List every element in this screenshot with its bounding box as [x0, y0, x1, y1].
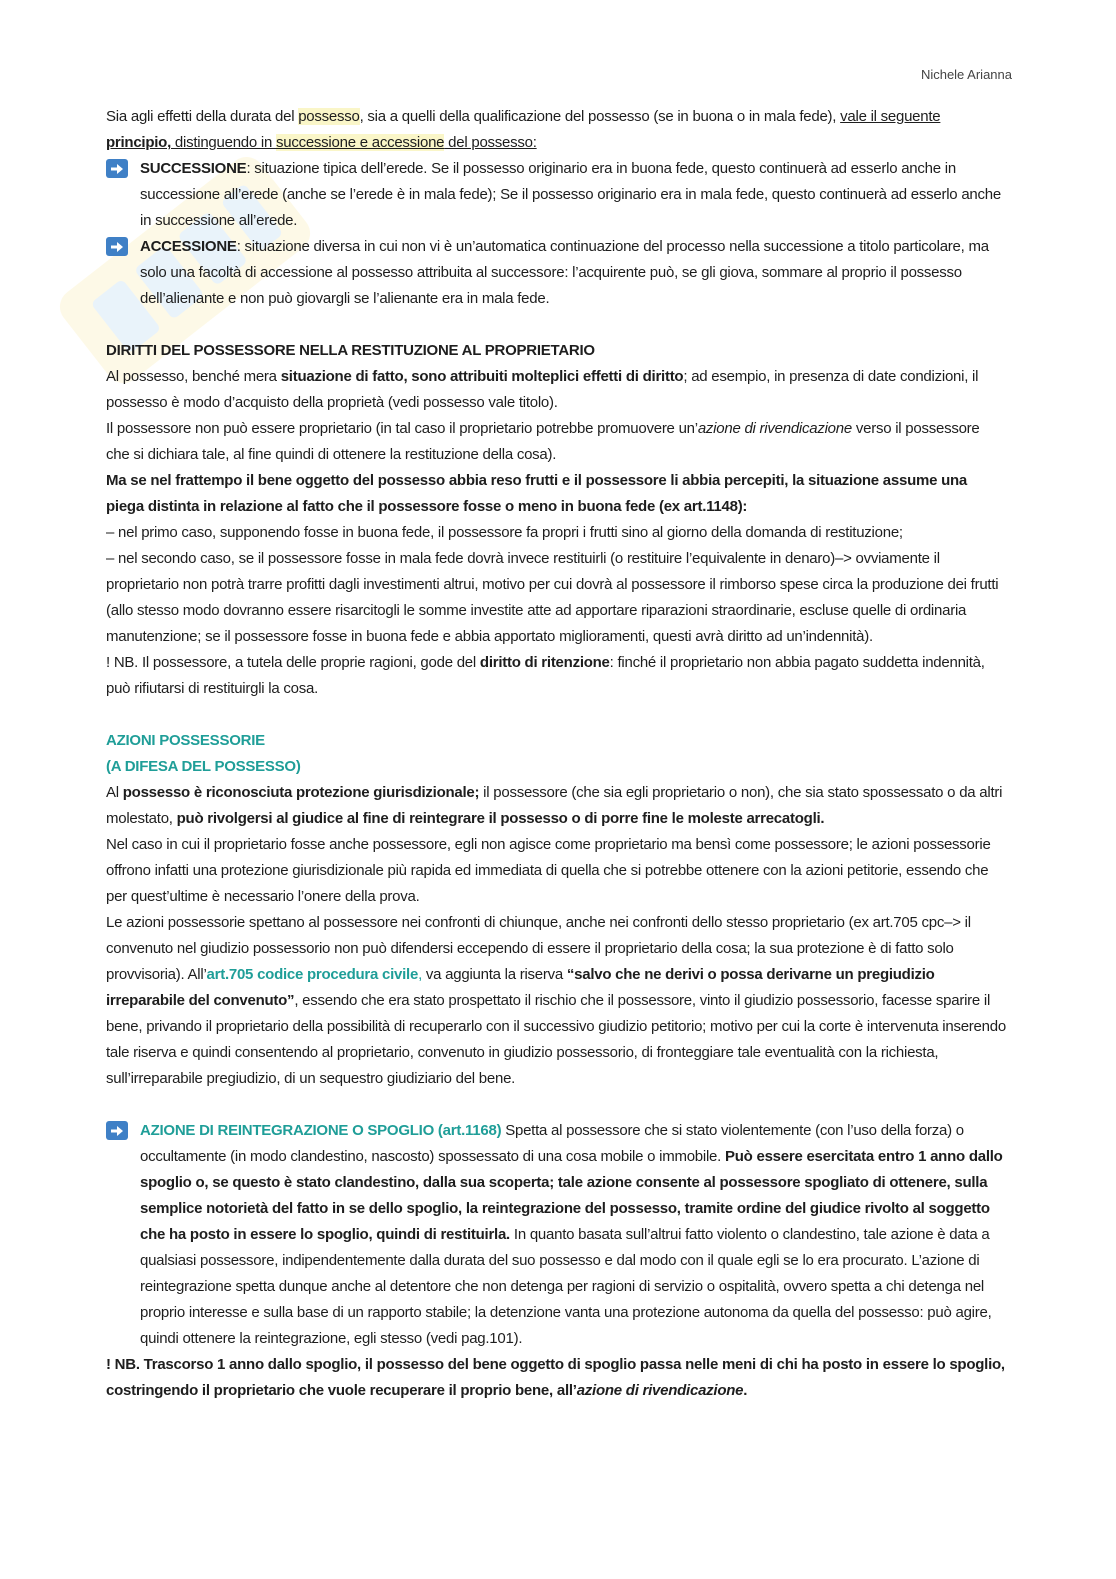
paragraph: Al possesso è riconosciuta protezione giurisdizionale; il possessore (che sia egli proprietario o non), che sia stato spossessato o da altri molestato, può rivolgersi al giudice al fine di reintegrare il possesso o di porre fine le moleste arrecatogli. [106, 784, 1003, 827]
bold-paragraph: Ma se nel frattempo il bene oggetto del possesso abbia reso frutti e il possessore li abbia percepiti, la situazione assume una piega distinta in relazione al fatto che il possessore fosse o meno in buona fede (ex art.1148): [106, 472, 967, 515]
list-item-reintegrazione: AZIONE DI REINTEGRAZIONE O SPOGLIO (art.1168) Spetta al possessore che si stato violentemente (con l’uso della forza) o occultamente (in modo clandestino, nascosto) spossessato di una cosa mobile o immobile. Può essere esercitata entro 1 anno dallo spoglio o, se questo è stato clandestino, dalla sua scoperta; tale azione consente al possessore spogliato di ottenere, sulla semplice notorietà del fatto in se dello spoglio, la reintegrazione del possesso, tramite ordine del giudice rivolto al soggetto che ha posto in essere lo spoglio, quindi di restituirla. In quanto basata sull’altrui fatto violento o clandestino, tale azione è data a qualsiasi possessore, indipendentemente dalla durata del suo possesso e dal modo con il quale egli se lo era procurato. L’azione di reintegrazione spetta dunque anche al detentore che non detenga per ragioni di servizio o ospitalità, ovvero spetta a chi detenga nel proprio interesse e sulla base di un rapporto stabile; la detenzione vanta una protezione autonoma da quella del possesso: può agire, quindi ottenere la reintegrazione, egli stesso (vedi pag.101). [106, 1118, 1006, 1352]
section-subheading-azioni: (A DIFESA DEL POSSESSO) [106, 758, 301, 775]
paragraph: – nel secondo caso, se il possessore fosse in mala fede dovrà invece restituirli (o restituire l’equivalente in denaro)–> ovviamente il proprietario non potrà trarre profitti dagli investimenti altrui, motivo per cui dovrà al possessore il rimborso spese circa la produzione dei frutti (allo stesso modo dovranno essere risarcitogli le somme investite atte ad apportare riparazioni straordinarie, escluse quelle di ordinaria manutenzione; se il possessore fosse in buona fede e abbia apportato miglioramenti, questi avrà diritto ad un’indennità). [106, 550, 999, 645]
paragraph: Al possesso, benché mera situazione di fatto, sono attribuiti molteplici effetti di diritto; ad esempio, in presenza di date condizioni, il possesso è modo d’acquisto della proprietà (vedi possesso vale titolo). [106, 368, 979, 411]
nb-final-paragraph: ! NB. Trascorso 1 anno dallo spoglio, il possesso del bene oggetto di spoglio passa nelle meni di chi ha posto in essere lo spoglio, costringendo il proprietario che vuole recuperare il proprio bene, all’azione di rivendicazione. [106, 1356, 1005, 1399]
document-body [106, 104, 1006, 1404]
section-heading-diritti: DIRITTI DEL POSSESSORE NELLA RESTITUZIONE AL PROPRIETARIO [106, 342, 595, 359]
right-arrow-icon [106, 237, 128, 256]
paragraph: Le azioni possessorie spettano al possessore nei confronti di chiunque, anche nei confronti dello stesso proprietario (ex art.705 cpc–> il convenuto nel giudizio possessorio non può difendersi eccependo di essere il proprietario della cosa; la sua protezione è di fatto solo provvisoria). All’art.705 codice procedura civile, va aggiunta la riserva “salvo che ne derivi o possa derivarne un pregiudizio irreparabile del convenuto”, essendo che era stato prospettato il rischio che il possessore, vinto il giudizio possessorio, facesse sparire il bene, privando il proprietario della possibilità di recuperarlo con il successivo giudizio petitorio; motivo per cui la corte è intervenuta inserendo tale riserva e quindi consentendo al proprietario, convenuto in giudizio possessorio, di fronteggiare tale eventualità con la richiesta, sull’irreparabile pregiudizio, di un sequestro giudiziario del bene. [106, 914, 1006, 1087]
author-name: Nichele Arianna [920, 67, 1012, 82]
paragraph: Il possessore non può essere proprietario (in tal caso il proprietario potrebbe promuovere un’azione di rivendicazione verso il possessore che si dichiara tale, al fine quindi di ottenere la restituzione della cosa). [106, 420, 980, 463]
list-item-accessione: ACCESSIONE: situazione diversa in cui non vi è un’automatica continuazione del processo nella successione a titolo particolare, ma solo una facoltà di accessione al possesso attribuita al successore: l’acquirente può, se gli giova, sommare al proprio il possesso dell’alienante e non può giovargli se l’alienante era in mala fede. [106, 234, 1006, 312]
intro-paragraph: Sia agli effetti della durata del possesso, sia a quelli della qualificazione del possesso (se in buona o in mala fede), vale il seguente principio, distinguendo in successione e accessione del possesso: [106, 108, 941, 151]
paragraph: – nel primo caso, supponendo fosse in buona fede, il possessore fa propri i frutti sino al giorno della domanda di restituzione; [106, 524, 903, 541]
section-heading-azioni: AZIONI POSSESSORIE [106, 732, 265, 749]
list-item-successione: SUCCESSIONE: situazione tipica dell’erede. Se il possesso originario era in buona fede, questo continuerà ad esserlo anche in successione all’erede (anche se l’erede è in mala fede); Se il possesso originario era in mala fede, questo continuerà ad esserlo anche in successione all’erede. [106, 156, 1006, 234]
right-arrow-icon [106, 159, 128, 178]
nb-paragraph: ! NB. Il possessore, a tutela delle proprie ragioni, gode del diritto di ritenzione: finché il proprietario non abbia pagato suddetta indennità, può rifiutarsi di restituirgli la cosa. [106, 654, 985, 697]
paragraph: Nel caso in cui il proprietario fosse anche possessore, egli non agisce come proprietario ma bensì come possessore; le azioni possessorie offrono infatti una protezione giurisdizionale più rapida ed immediata di quella che si potrebbe ottenere con la azioni petitorie, essendo che per quest’ultime è necessario l’onere della prova. [106, 836, 991, 905]
right-arrow-icon [106, 1121, 128, 1140]
